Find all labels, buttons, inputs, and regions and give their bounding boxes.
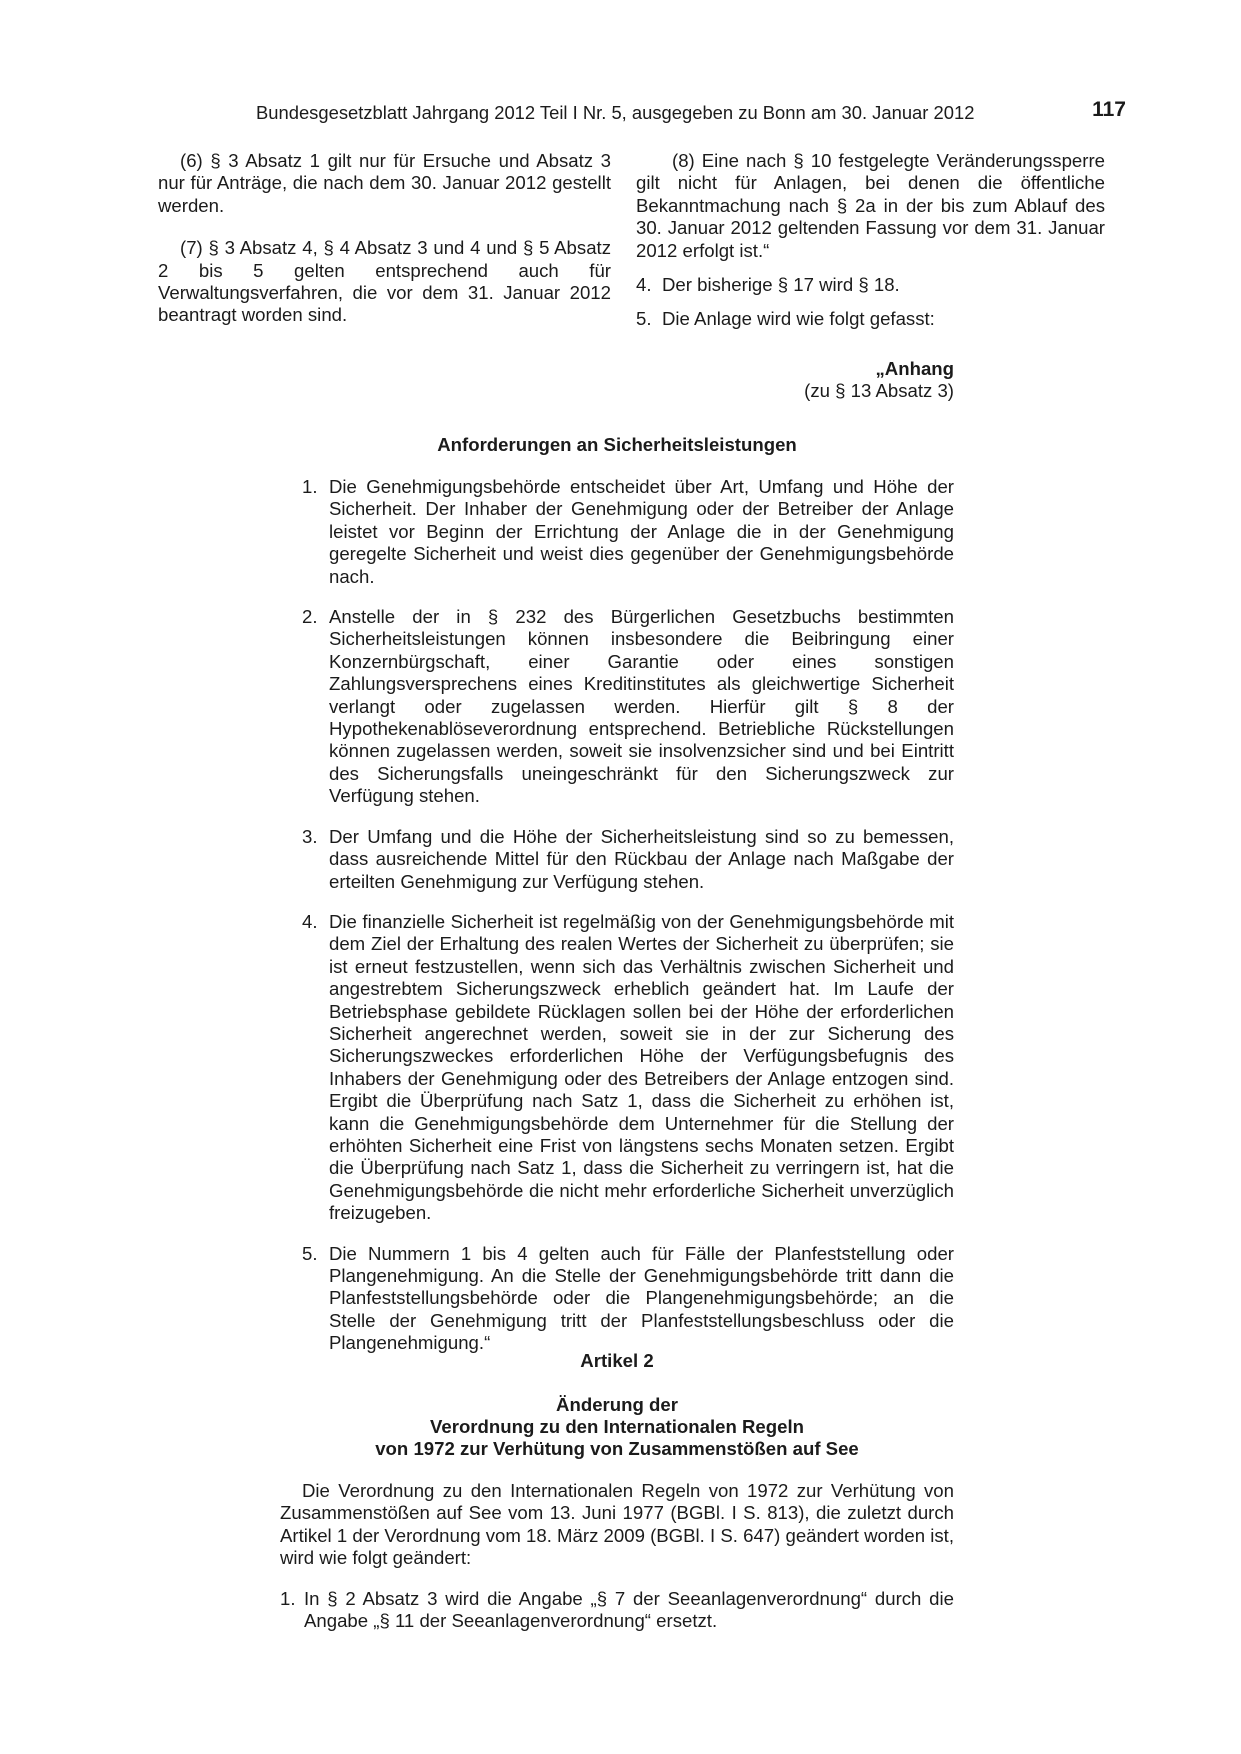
list-item (636, 274, 1105, 296)
article-item-text: In § 2 Absatz 3 wird die Angabe „§ 7 der Seeanlagenverordnung“ durch die Angabe „§ 11 der Seeanlagenverordnung“ ersetzt. (304, 1587, 954, 1632)
requirement-number: 1. (302, 476, 318, 497)
requirement-item (302, 606, 954, 808)
left-column (158, 150, 611, 327)
list-item-number: 4. (636, 274, 652, 296)
requirement-number: 5. (302, 1242, 318, 1264)
requirement-number: 3. (302, 825, 318, 847)
paragraph-6: (6) § 3 Absatz 1 gilt nur für Ersuche und Absatz 3 nur für Anträge, die nach dem 30. Januar 2012 gestellt werden. (158, 150, 611, 216)
article-body (280, 1480, 954, 1632)
article-subtitle-line: Änderung der (556, 1394, 678, 1415)
requirement-item (302, 1243, 954, 1355)
article-intro: Die Verordnung zu den Internationalen Regeln von 1972 zur Verhütung von Zusammenstößen auf See vom 13. Juni 1977 (BGBl. I S. 813), die zuletzt durch Artikel 1 der Verordnung vom 18. März 2009 (BGBl. I S. 647) geändert worden ist, wird wie folgt geändert: (280, 1480, 954, 1569)
right-column (636, 150, 1105, 331)
paragraph-7: (7) § 3 Absatz 4, § 4 Absatz 3 und 4 und § 5 Absatz 2 bis 5 gelten entsprechend auch für Verwaltungsverfahren, die vor dem 31. Januar 2012 beantragt worden sind. (158, 237, 611, 326)
section-title: Anforderungen an Sicherheitsleistungen (437, 434, 797, 455)
paragraph-8: (8) Eine nach § 10 festgelegte Veränderungssperre gilt nicht für Anlagen, bei denen die öffentliche Bekanntmachung nach § 2a in der bis zum Ablauf des 30. Januar 2012 geltenden Fassung vor dem 31. Januar 2012 erfolgt ist.“ (636, 150, 1105, 261)
requirement-text: Die finanzielle Sicherheit ist regelmäßig von der Genehmigungsbehörde mit dem Ziel der Erhaltung des realen Wertes der Sicherheit zu überprüfen; sie ist erneut festzustellen, wenn sich das Verhältnis zwischen Sicherheit und angestrebtem Sicherungszweck erheblich geändert hat. Im Laufe der Betriebsphase gebildete Rücklagen sollen bei der Höhe der erforderlichen Sicherheit angerechnet werden, soweit sie in der zur Sicherung des Sicherungszweckes erforderlichen Höhe der Verfügungsbefugnis des Inhabers der Genehmigung oder des Betreibers der Anlage entzogen sind. Ergibt die Überprüfung nach Satz 1, dass die Sicherheit zu erhöhen ist, kann die Genehmigungsbehörde dem Unternehmer für die Stellung der erhöhten Sicherheit eine Frist von längstens sechs Monaten setzen. Ergibt die Überprüfung nach Satz 1, dass die Sicherheit zu verringern ist, hat die Genehmigungsbehörde die nicht mehr erforderliche Sicherheit unverzüglich freizugeben. (329, 910, 954, 1224)
list-item (636, 308, 1105, 330)
anhang-title: „Anhang (875, 358, 954, 379)
requirement-number: 4. (302, 910, 318, 932)
article-subtitle (280, 1394, 954, 1461)
list-item-number: 5. (636, 308, 652, 330)
requirement-text: Die Nummern 1 bis 4 gelten auch für Fälle der Planfeststellung oder Plangenehmigung. An die Stelle der Genehmigungsbehörde tritt dann die Planfeststellungsbehörde oder die Plangenehmigungsbehörde; an die Stelle der Genehmigung tritt der Planfeststellungsbeschluss oder die Plangenehmigung.“ (329, 1242, 954, 1354)
article-item-number: 1. (280, 1587, 296, 1609)
list-item-text: Die Anlage wird wie folgt gefasst: (662, 308, 935, 330)
requirement-text: Anstelle der in § 232 des Bürgerlichen Gesetzbuchs bestimmten Sicherheitsleistungen können insbesondere die Beibringung einer Konzernbürgschaft, einer Garantie oder eines sonstigen Zahlungsversprechens eines Kreditinstitutes als gleichwertige Sicherheit verlangt oder zugelassen werden. Hierfür gilt § 8 der Hypothekenablöseverordnung entsprechend. Betriebliche Rückstellungen können zugelassen werden, soweit sie insolvenzsicher sind und bei Eintritt des Sicherungsfalls uneingeschränkt für den Sicherungszweck zur Verfügung stehen. (329, 606, 954, 807)
requirement-text: Der Umfang und die Höhe der Sicherheitsleistung sind so zu bemessen, dass ausreichende Mittel für den Rückbau der Anlage nach Maßgabe der erteilten Genehmigung zur Verfügung stehen. (329, 825, 954, 892)
requirement-item (302, 476, 954, 588)
article-title: Artikel 2 (580, 1350, 654, 1371)
page-header (256, 98, 1126, 126)
running-head: Bundesgesetzblatt Jahrgang 2012 Teil I Nr. 5, ausgegeben zu Bonn am 30. Januar 2012 (256, 102, 975, 123)
article-item (280, 1588, 954, 1633)
anhang-reference: (zu § 13 Absatz 3) (804, 380, 954, 402)
page-number: 117 (1092, 98, 1126, 121)
requirements-list (302, 476, 954, 1373)
requirement-text: Die Genehmigungsbehörde entscheidet über Art, Umfang und Höhe der Sicherheit. Der Inhaber der Genehmigung oder der Betreiber der Anlage leistet vor Beginn der Errichtung der Anlage die in der Genehmigung geregelte Sicherheit und weist dies gegenüber der Genehmigungsbehörde nach. (329, 476, 954, 587)
requirement-item (302, 826, 954, 893)
article-subtitle-line: Verordnung zu den Internationalen Regeln (430, 1416, 804, 1438)
list-item-text: Der bisherige § 17 wird § 18. (662, 274, 900, 296)
anhang-heading (700, 358, 954, 403)
requirement-item (302, 911, 954, 1225)
article-subtitle-line: von 1972 zur Verhütung von Zusammenstößen auf See (375, 1438, 859, 1460)
requirement-number: 2. (302, 606, 318, 628)
